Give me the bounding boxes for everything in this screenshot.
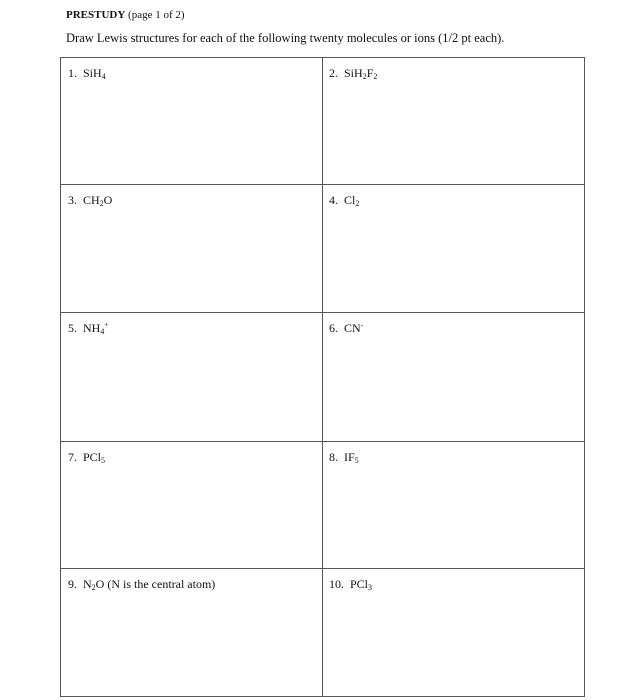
formula-text: SiH — [344, 66, 363, 80]
formula-subscript: 5 — [101, 456, 106, 465]
formula — [344, 321, 363, 335]
molecule-label-4 — [329, 193, 359, 208]
formula-subscript: 2 — [99, 199, 104, 208]
formula — [83, 193, 112, 207]
formula-subscript: 4 — [101, 72, 106, 81]
formula-text: O (N is the central atom) — [95, 577, 216, 591]
item-number: 3. — [68, 193, 77, 207]
molecule-grid — [60, 57, 585, 697]
molecule-label-9 — [68, 577, 215, 592]
molecule-label-1 — [68, 66, 106, 81]
item-number: 9. — [68, 577, 77, 591]
formula-text: O — [103, 193, 113, 207]
molecule-label-7 — [68, 450, 105, 465]
formula-subscript: 2 — [362, 72, 367, 81]
formula — [83, 321, 109, 335]
formula-text: F — [366, 66, 374, 80]
answer-box-4[interactable] — [323, 185, 584, 313]
molecule-label-6 — [329, 321, 363, 336]
molecule-label-10 — [329, 577, 372, 592]
formula-text: PCl — [350, 577, 369, 591]
formula-subscript: 2 — [373, 72, 378, 81]
formula-superscript: + — [104, 320, 109, 329]
molecule-label-2 — [329, 66, 377, 81]
formula-text: CN — [344, 321, 361, 335]
item-number: 2. — [329, 66, 338, 80]
formula — [344, 66, 377, 80]
page-header — [66, 9, 185, 21]
page-info: (page 1 of 2) — [128, 9, 185, 21]
formula-subscript: 4 — [100, 327, 105, 336]
formula — [83, 450, 105, 464]
formula — [83, 577, 215, 591]
formula-text: N — [83, 577, 92, 591]
answer-box-2[interactable] — [323, 58, 584, 185]
answer-box-8[interactable] — [323, 442, 584, 569]
answer-box-7[interactable] — [61, 442, 323, 569]
formula-text: Cl — [344, 193, 356, 207]
formula-subscript: 5 — [354, 456, 359, 465]
molecule-label-3 — [68, 193, 112, 208]
instructions: Draw Lewis structures for each of the following twenty molecules or ions (1/2 pt each). — [66, 31, 505, 45]
answer-box-9[interactable] — [61, 569, 323, 696]
molecule-label-8 — [329, 450, 359, 465]
molecule-label-5 — [68, 321, 109, 336]
item-number: 8. — [329, 450, 338, 464]
answer-box-5[interactable] — [61, 313, 323, 442]
answer-box-3[interactable] — [61, 185, 323, 313]
item-number: 4. — [329, 193, 338, 207]
formula — [344, 193, 359, 207]
answer-box-6[interactable] — [323, 313, 584, 442]
formula-subscript: 2 — [91, 583, 96, 592]
formula — [83, 66, 106, 80]
formula-text: CH — [83, 193, 100, 207]
item-number: 1. — [68, 66, 77, 80]
answer-box-10[interactable] — [323, 569, 584, 696]
formula-superscript: - — [360, 320, 364, 329]
item-number: 7. — [68, 450, 77, 464]
formula — [350, 577, 372, 591]
formula-text: IF — [344, 450, 355, 464]
formula-text: SiH — [83, 66, 102, 80]
formula-text: PCl — [83, 450, 102, 464]
formula-subscript: 3 — [368, 583, 373, 592]
formula-subscript: 2 — [355, 199, 360, 208]
item-number: 5. — [68, 321, 77, 335]
item-number: 10. — [329, 577, 344, 591]
item-number: 6. — [329, 321, 338, 335]
formula-text: NH — [83, 321, 101, 335]
answer-box-1[interactable] — [61, 58, 323, 185]
formula — [344, 450, 359, 464]
header-title: PRESTUDY — [66, 9, 126, 21]
